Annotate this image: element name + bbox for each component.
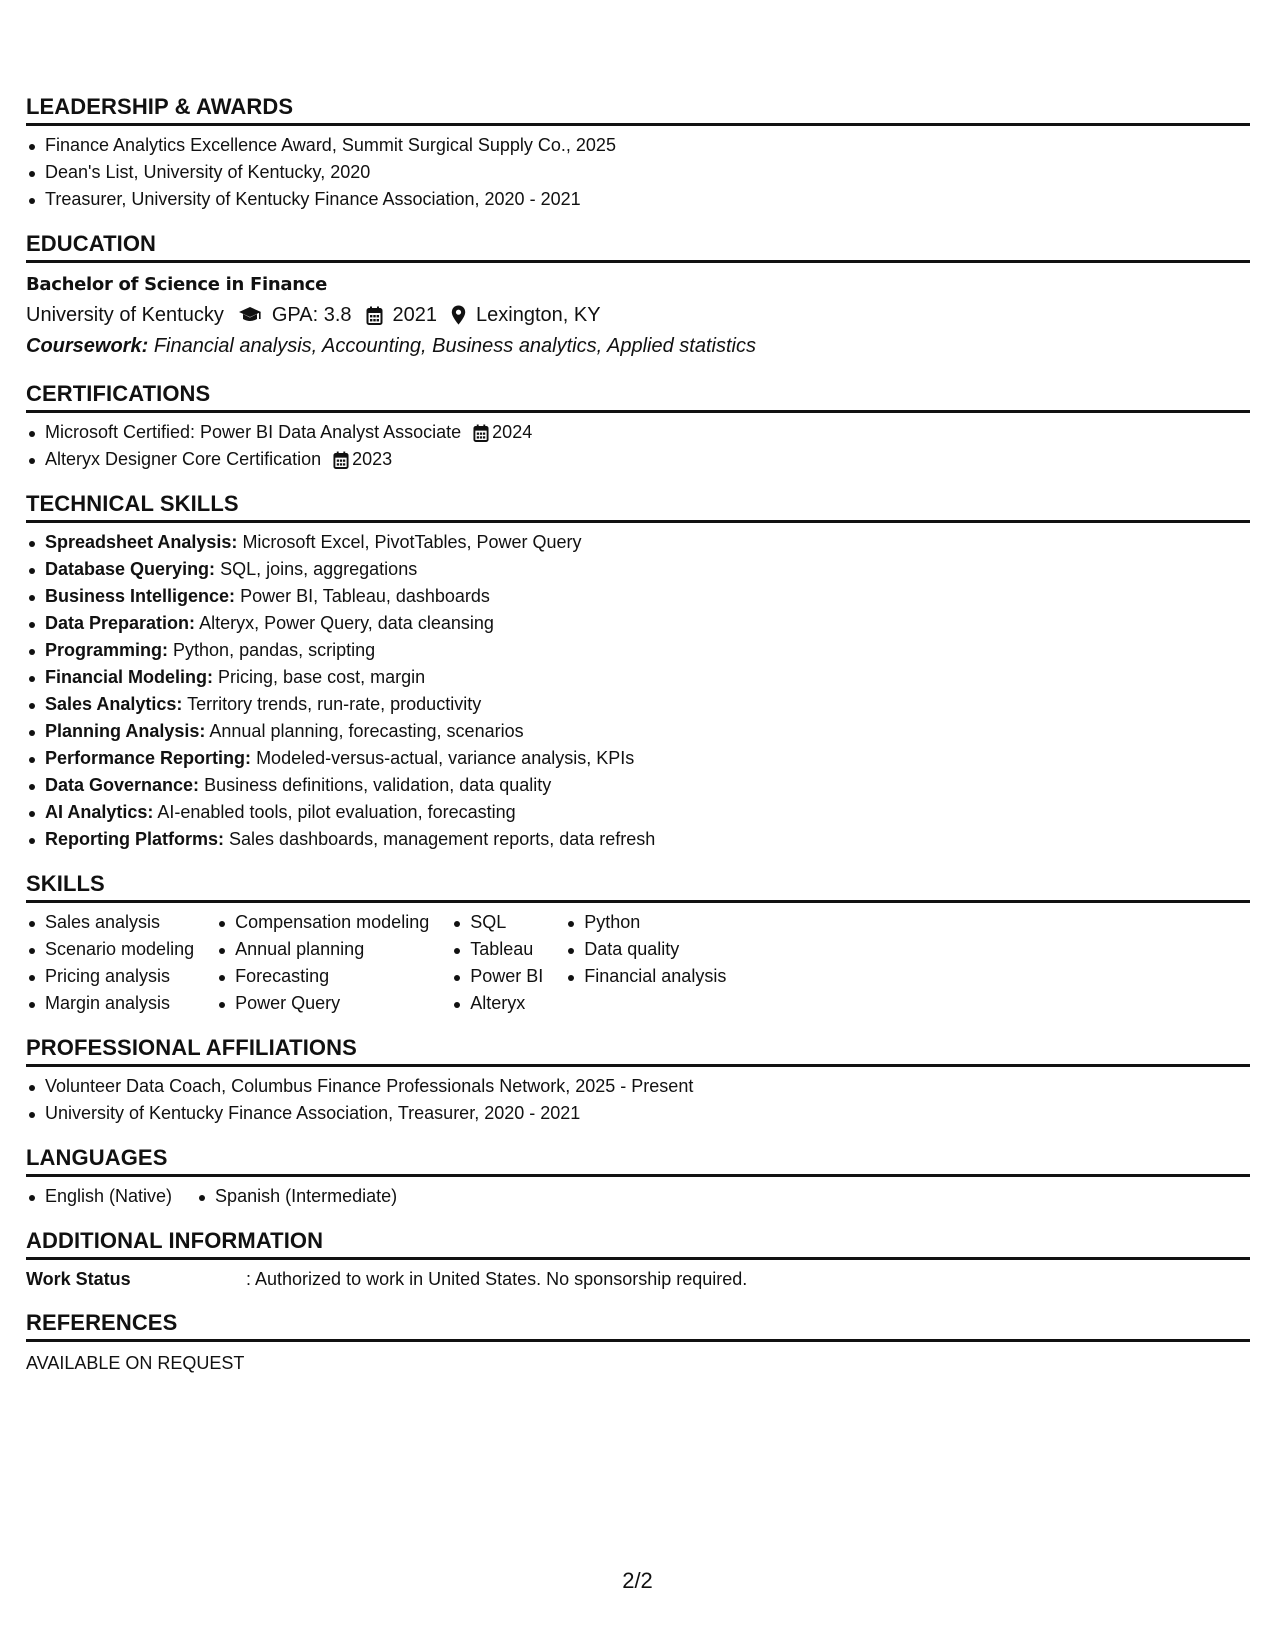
list-item: Volunteer Data Coach, Columbus Finance Professionals Network, 2025 - Present	[26, 1073, 1250, 1100]
technical-skills-list	[26, 523, 1250, 865]
gpa	[238, 299, 352, 331]
section-title-additional-info: ADDITIONAL INFORMATION	[26, 1222, 1250, 1260]
list-item: Sales analysis	[26, 909, 194, 936]
list-item	[26, 691, 1250, 718]
list-item: Forecasting	[216, 963, 429, 990]
skills-column	[216, 909, 429, 1017]
section-title-education: EDUCATION	[26, 225, 1250, 263]
skills-list	[216, 909, 429, 1017]
calendar-icon	[366, 306, 383, 325]
section-title-certifications: CERTIFICATIONS	[26, 375, 1250, 413]
affiliations-section	[26, 1029, 1250, 1139]
list-item: Annual planning	[216, 936, 429, 963]
skill-label: Data Preparation:	[45, 613, 196, 633]
list-item	[26, 799, 1250, 826]
skill-label: Data Governance:	[45, 775, 200, 795]
education-entry	[26, 263, 1250, 375]
skill-label: Database Querying:	[45, 559, 216, 579]
leadership-section	[26, 88, 1250, 225]
skill-value: Python, pandas, scripting	[173, 640, 376, 660]
work-status-value: : Authorized to work in United States. No sponsorship required.	[246, 1269, 748, 1289]
technical-skills-section	[26, 485, 1250, 865]
degree-title: Bachelor of Science in Finance	[26, 274, 328, 295]
skills-list	[565, 909, 726, 990]
languages-list	[26, 1183, 172, 1210]
skill-value: Power BI, Tableau, dashboards	[240, 586, 490, 606]
list-item: Alteryx	[451, 990, 543, 1017]
skills-list	[26, 909, 194, 1017]
skill-value: Microsoft Excel, PivotTables, Power Query	[242, 532, 582, 552]
list-item	[26, 745, 1250, 772]
list-item: Pricing analysis	[26, 963, 194, 990]
skill-value: Pricing, base cost, margin	[218, 667, 426, 687]
list-item	[26, 826, 1250, 853]
skill-label: AI Analytics:	[45, 802, 154, 822]
languages-section	[26, 1139, 1250, 1222]
list-item	[26, 637, 1250, 664]
references-text: AVAILABLE ON REQUEST	[26, 1353, 245, 1373]
skill-value: Territory trends, run-rate, productivity	[187, 694, 482, 714]
skill-label: Planning Analysis:	[45, 721, 206, 741]
section-title-languages: LANGUAGES	[26, 1139, 1250, 1177]
education-details	[26, 299, 1250, 331]
section-title-skills: SKILLS	[26, 865, 1250, 903]
certification-name: Alteryx Designer Core Certification	[45, 449, 322, 469]
skill-label: Reporting Platforms:	[45, 829, 225, 849]
list-item	[26, 583, 1250, 610]
coursework-label: Coursework:	[26, 335, 149, 357]
skill-value: Business definitions, validation, data quality	[204, 775, 552, 795]
school-name: University of Kentucky	[26, 304, 224, 326]
certification-date	[473, 419, 532, 446]
coursework	[26, 331, 1250, 361]
list-item	[26, 718, 1250, 745]
resume-page	[26, 88, 1250, 1376]
list-item: Python	[565, 909, 726, 936]
skills-column	[451, 909, 543, 1017]
section-title-technical-skills: TECHNICAL SKILLS	[26, 485, 1250, 523]
map-pin-icon	[451, 305, 466, 325]
graduation-cap-icon	[238, 306, 262, 324]
coursework-value: Financial analysis, Accounting, Business analytics, Applied statistics	[153, 335, 756, 357]
list-item: Power BI	[451, 963, 543, 990]
certification-date	[333, 446, 392, 473]
list-item	[26, 446, 1250, 473]
list-item: Margin analysis	[26, 990, 194, 1017]
list-item: Finance Analytics Excellence Award, Summit Surgical Supply Co., 2025	[26, 132, 1250, 159]
certification	[45, 446, 1250, 473]
list-item: Tableau	[451, 936, 543, 963]
list-item: Financial analysis	[565, 963, 726, 990]
section-title-affiliations: PROFESSIONAL AFFILIATIONS	[26, 1029, 1250, 1067]
year-value: 2021	[392, 304, 438, 326]
languages-list	[196, 1183, 397, 1210]
skill-label: Sales Analytics:	[45, 694, 183, 714]
list-item: Spanish (Intermediate)	[196, 1183, 397, 1210]
skill-value: SQL, joins, aggregations	[220, 559, 418, 579]
skill-value: Modeled-versus-actual, variance analysis, KPIs	[256, 748, 635, 768]
certification-year: 2024	[492, 422, 533, 442]
certifications-section	[26, 375, 1250, 485]
list-item	[26, 556, 1250, 583]
location-value: Lexington, KY	[476, 304, 601, 326]
list-item: Treasurer, University of Kentucky Finance Association, 2020 - 2021	[26, 186, 1250, 213]
skill-value: Sales dashboards, management reports, data refresh	[229, 829, 656, 849]
education-section	[26, 225, 1250, 375]
calendar-icon	[333, 451, 349, 469]
location	[451, 299, 601, 331]
skill-label: Financial Modeling:	[45, 667, 214, 687]
skills-section	[26, 865, 1250, 1029]
skills-column	[26, 909, 194, 1017]
skill-label: Business Intelligence:	[45, 586, 236, 606]
skill-value: AI-enabled tools, pilot evaluation, forecasting	[157, 802, 516, 822]
affiliations-list	[26, 1067, 1250, 1139]
additional-info-section	[26, 1222, 1250, 1304]
skill-value: Alteryx, Power Query, data cleansing	[199, 613, 494, 633]
section-title-leadership: LEADERSHIP & AWARDS	[26, 88, 1250, 126]
skill-value: Annual planning, forecasting, scenarios	[209, 721, 524, 741]
list-item	[26, 610, 1250, 637]
calendar-icon	[473, 424, 489, 442]
certifications-list	[26, 413, 1250, 485]
languages-row	[26, 1177, 1250, 1222]
list-item	[26, 664, 1250, 691]
skill-label: Spreadsheet Analysis:	[45, 532, 238, 552]
gpa-value: GPA: 3.8	[271, 304, 352, 326]
certification	[45, 419, 1250, 446]
list-item: SQL	[451, 909, 543, 936]
list-item: Dean's List, University of Kentucky, 2020	[26, 159, 1250, 186]
list-item	[26, 772, 1250, 799]
skill-label: Performance Reporting:	[45, 748, 252, 768]
list-item: English (Native)	[26, 1183, 172, 1210]
references-section	[26, 1304, 1250, 1376]
leadership-list	[26, 126, 1250, 225]
certification-name: Microsoft Certified: Power BI Data Analyst Associate	[45, 422, 462, 442]
page-number: 2/2	[622, 1568, 653, 1593]
work-status-row	[26, 1260, 1250, 1304]
skills-column	[565, 909, 726, 1017]
list-item: Compensation modeling	[216, 909, 429, 936]
skill-label: Programming:	[45, 640, 169, 660]
certification-year: 2023	[352, 449, 393, 469]
list-item: Scenario modeling	[26, 936, 194, 963]
list-item: Data quality	[565, 936, 726, 963]
skills-grid	[26, 903, 1250, 1029]
list-item	[26, 419, 1250, 446]
skills-list	[451, 909, 543, 1017]
list-item: Power Query	[216, 990, 429, 1017]
section-title-references: REFERENCES	[26, 1304, 1250, 1342]
list-item: University of Kentucky Finance Association, Treasurer, 2020 - 2021	[26, 1100, 1250, 1127]
list-item	[26, 529, 1250, 556]
work-status-label: Work Status	[26, 1269, 131, 1289]
graduation-year	[366, 299, 438, 331]
